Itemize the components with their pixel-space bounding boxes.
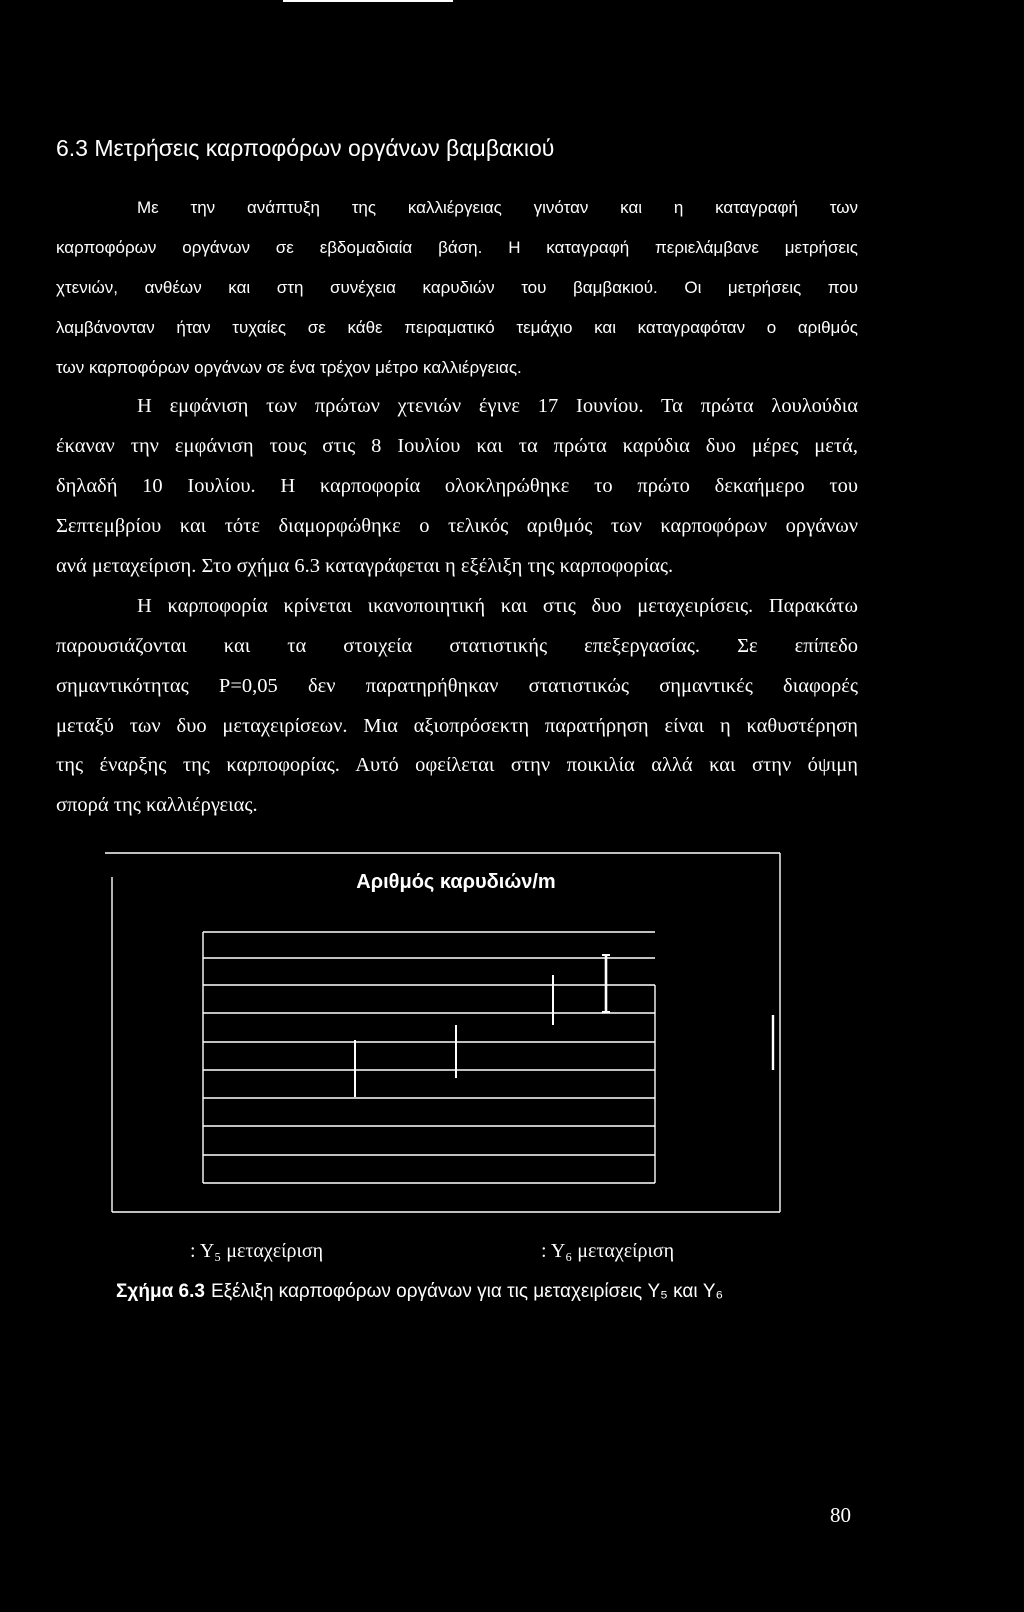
text-line: ανά μεταχείριση. Στο σχήμα 6.3 καταγράφεται η εξέλιξη της καρποφορίας. (56, 555, 674, 578)
text-line: της έναρξης της καρποφορίας. Αυτό οφείλεται στην ποικιλία αλλά και στην όψιμη (56, 754, 858, 777)
text-line: χτενιών, ανθέων και στη συνέχεια καρυδιών του βαμβακιού. Οι μετρήσεις που (56, 277, 858, 297)
text-line: των καρποφόρων οργάνων σε ένα τρέχον μέτρο καλλιέργειας. (56, 357, 522, 377)
text-line: Η καρποφορία κρίνεται ικανοποιητική και στις δυο μεταχειρίσεις. Παρακάτω (137, 594, 858, 617)
legend-entry-y5: : Y₅ μεταχείριση (190, 1240, 324, 1262)
text-line: σπορά της καλλιέργειας. (56, 794, 258, 817)
chart-title: Αριθμός καρυδιών/m (356, 871, 556, 893)
text-line: μεταξύ των δυο μεταχειρίσεων. Μια αξιοπρόσεκτη παρατήρηση είναι η καθυστέρηση (56, 714, 858, 737)
body-text (56, 188, 858, 826)
page-number: 80 (830, 1503, 851, 1527)
caption-text: Εξέλιξη καρποφόρων οργάνων για τις μεταχειρίσεις Y₅ και Y₆ (210, 1281, 724, 1302)
text-line: σημαντικότητας P=0,05 δεν παρατηρήθηκαν στατιστικώς σημαντικές διαφορές (56, 674, 858, 697)
text-line: Με την ανάπτυξη της καλλιέργειας γινόταν και η καταγραφή των (137, 198, 858, 217)
paragraph-1 (56, 188, 858, 387)
text-line: καρποφόρων οργάνων σε εβδομαδιαία βάση. Η καταγραφή περιελάμβανε μετρήσεις (56, 237, 858, 257)
text-line: λαμβάνονταν ήταν τυχαίες σε κάθε πειραματικό τεμάχιο και καταγραφόταν ο αριθμός (56, 317, 858, 337)
paragraph-3 (56, 587, 858, 826)
text-line: δηλαδή 10 Ιουλίου. Η καρποφορία ολοκληρώθηκε το πρώτο δεκαήμερο του (56, 475, 858, 498)
text-line: έκαναν την εμφάνιση τους στις 8 Ιουλίου και τα πρώτα καρύδια δυο μέρες μετά, (56, 435, 858, 458)
chart (100, 845, 800, 1225)
section-heading: 6.3 Μετρήσεις καρποφόρων οργάνων βαμβακιού (56, 135, 555, 161)
text-line: παρουσιάζονται και τα στοιχεία στατιστικής επεξεργασίας. Σε επίπεδο (56, 634, 858, 657)
text-line: Η εμφάνιση των πρώτων χτενιών έγινε 17 Ιουνίου. Τα πρώτα λουλούδια (137, 395, 858, 418)
figure-caption (116, 1278, 723, 1306)
text-line: Σεπτεμβρίου και τότε διαμορφώθηκε ο τελικός αριθμός των καρποφόρων οργάνων (56, 515, 858, 538)
caption-label: Σχήμα 6.3 (116, 1281, 205, 1302)
legend-entry-y6: : Y₆ μεταχείριση (541, 1240, 675, 1262)
paragraph-2 (56, 387, 858, 586)
top-rule (283, 0, 453, 2)
